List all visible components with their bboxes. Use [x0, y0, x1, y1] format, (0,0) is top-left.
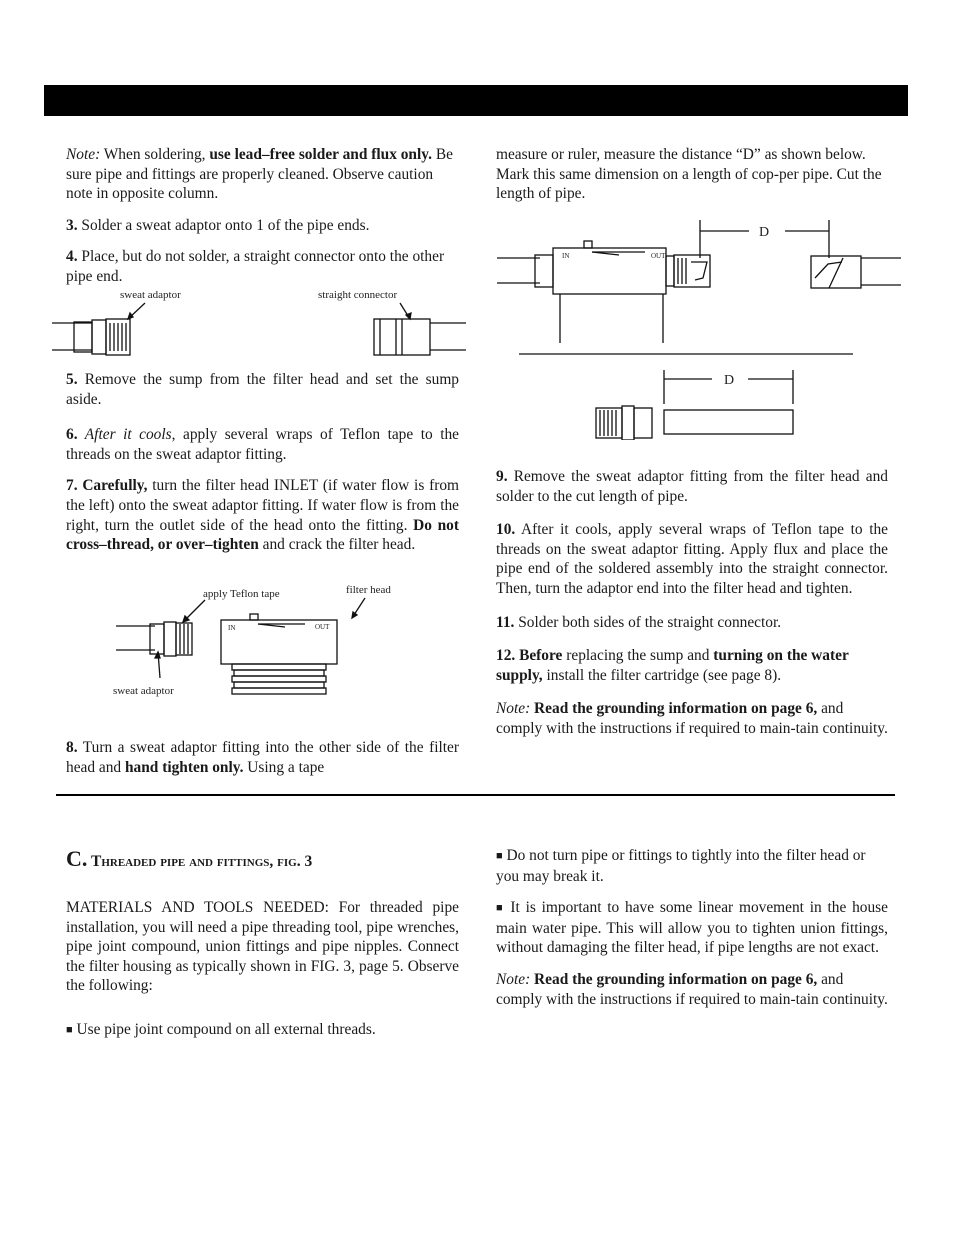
grounding-note-bottom: Note: Read the grounding information on page 6, and comply with the instructions if required to main-tain continuity.: [496, 970, 888, 1008]
step-7: 7. Carefully, turn the filter head INLET (if water flow is from the left) onto the sweat adaptor fitting. If water flow is from the right, turn the outlet side of the head onto the fitting. Do not cross–thread, or over–tighten and crack the filter head.: [66, 477, 460, 554]
left-column-bottom: [66, 738, 459, 789]
header-bar: [44, 85, 908, 116]
figure-filter-head: [110, 580, 410, 705]
left-column-middle: [66, 370, 459, 567]
step-11: 11. Solder both sides of the straight connector.: [496, 613, 782, 631]
label-in-c: IN: [562, 252, 570, 260]
section-c-heading: C. Threaded pipe and fittings, fig. 3: [66, 846, 313, 871]
label-in-b: IN: [228, 624, 236, 632]
label-filter-head: filter head: [346, 584, 391, 596]
step-8: 8. Turn a sweat adaptor fitting into the other side of the filter head and hand tighten only. Using a tape: [66, 739, 459, 776]
label-d-top: D: [759, 225, 770, 240]
grounding-note-top: Note: Read the grounding information on page 6, and comply with the instructions if required to main-tain continuity.: [496, 700, 888, 737]
step-9: 9. Remove the sweat adaptor fitting from the filter head and solder to the cut length of pipe.: [496, 468, 888, 505]
step-3: 3. Solder a sweat adaptor onto 1 of the pipe ends.: [66, 216, 370, 234]
label-sweat-adaptor-b: sweat adaptor: [113, 685, 174, 697]
figure-distance-d: [495, 218, 907, 440]
step-4: 4. Place, but do not solder, a straight connector onto the other pipe end.: [66, 248, 445, 285]
label-out-b: OUT: [315, 623, 330, 631]
bullet-1: ■ Use pipe joint compound on all external threads.: [66, 1020, 376, 1038]
right-column-top: [496, 145, 888, 216]
materials-text: MATERIALS AND TOOLS NEEDED: For threaded pipe installation, you will need a pipe threading tool, pipe wrenches, pipe joint compound, union fittings and pipe nipples. Connect the filter housing as typically shown in FIG. 3, page 5. Observe the following:: [66, 899, 459, 995]
right-column-bottom: [496, 467, 888, 751]
step-5: 5. Remove the sump from the filter head and set the sump aside.: [66, 371, 459, 408]
label-apply-teflon: apply Teflon tape: [203, 588, 280, 600]
figure-adaptor-connector: [50, 283, 470, 363]
label-out-c: OUT: [651, 252, 666, 260]
label-sweat-adaptor: sweat adaptor: [120, 289, 181, 301]
label-d-bottom: D: [724, 373, 735, 388]
measure-text: measure or ruler, measure the distance “D” as shown below. Mark this same dimension on a length of cop-per pipe. Cut the length of pipe.: [496, 146, 882, 203]
section-c-left: [66, 898, 459, 1053]
left-column-top: [66, 145, 459, 299]
solder-note: Note: When soldering, use lead–free solder and flux only. Be sure pipe and fittings are properly cleaned. Observe caution note in opposite column.: [66, 146, 453, 203]
section-c-right: [496, 846, 888, 1021]
section-divider: [56, 794, 895, 796]
step-12: 12. Before replacing the sump and turning on the water supply, install the filter cartridge (see page 8).: [496, 647, 849, 684]
step-10: 10. After it cools, apply several wraps of Teflon tape to the threads on the sweat adaptor fitting. Apply flux and place the pipe end of the soldered assembly into the straight connector. Then, turn the adaptor end into the filter head and tighten.: [496, 521, 888, 597]
label-straight-connector: straight connector: [318, 289, 398, 301]
step-6: 6. After it cools, apply several wraps of Teflon tape to the threads on the sweat adaptor fitting.: [66, 426, 459, 463]
bullet-2: ■ Do not turn pipe or fittings to tightly into the filter head or you may break it.: [496, 847, 866, 885]
bullet-3: ■ It is important to have some linear movement in the house main water pipe. This will allow you to tighten union fittings, without damaging the filter head, if pipe lengths are not exact.: [496, 899, 888, 957]
